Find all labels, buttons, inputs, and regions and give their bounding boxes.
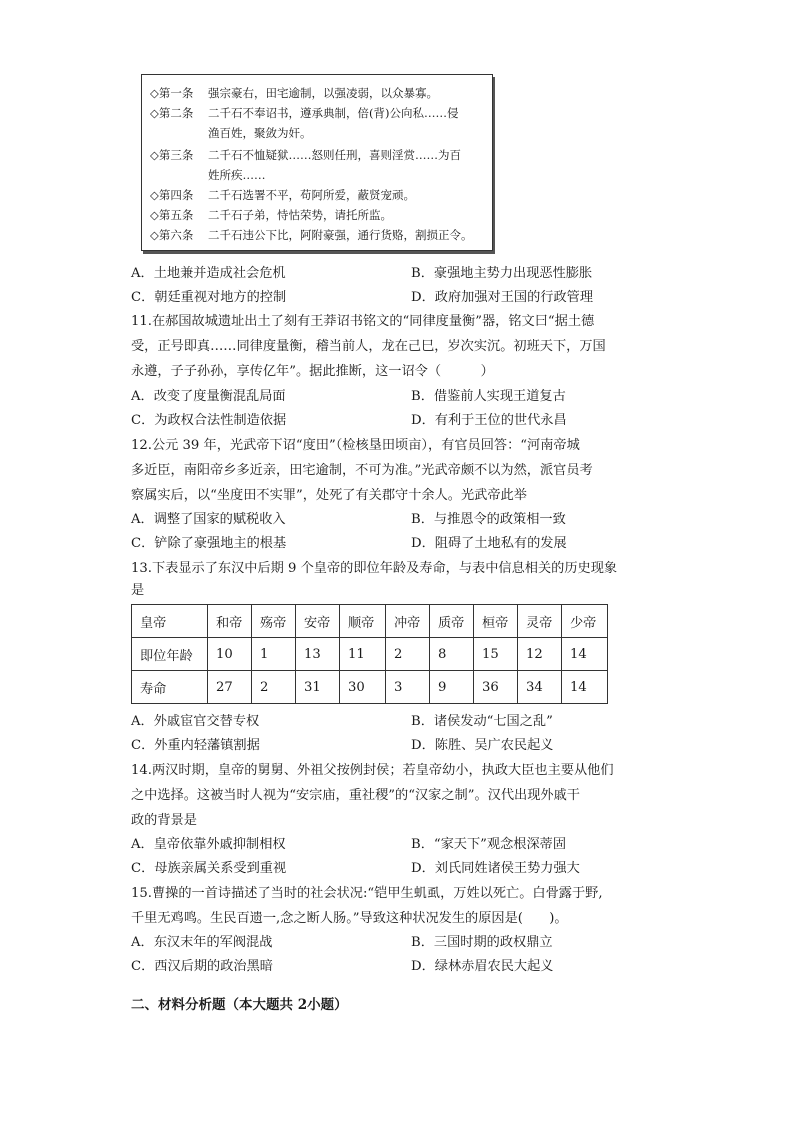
q11-option-a: A．改变了度量衡混乱局面 xyxy=(131,389,286,404)
rule-text: 姓所疾…… xyxy=(208,168,266,182)
rule-row xyxy=(150,225,490,245)
rule-row-continued xyxy=(208,123,548,143)
q13-option-c: C．外重内轻藩镇割据 xyxy=(131,738,260,753)
q10-option-b: B．豪强地主势力出现恶性膨胀 xyxy=(411,266,593,281)
q15-option-c: C．西汉后期的政治黑暗 xyxy=(131,959,273,974)
table-cell: 15 xyxy=(474,638,518,671)
q14-option-d: D．刘氏同姓诸侯王势力强大 xyxy=(411,861,580,876)
table-cell: 寿命 xyxy=(132,671,208,704)
q13-stem-line: 13.下表显示了东汉中后期 9 个皇帝的即位年龄及寿命，与表中信息相关的历史现象 xyxy=(131,561,618,576)
table-cell: 11 xyxy=(340,638,386,671)
table-cell: 3 xyxy=(386,671,430,704)
q13-option-d: D．陈胜、吴广农民起义 xyxy=(411,738,554,753)
table-cell: 安帝 xyxy=(296,605,340,638)
q10-option-c: C．朝廷重视对地方的控制 xyxy=(131,290,287,305)
table-cell: 1 xyxy=(252,638,296,671)
table-cell: 30 xyxy=(340,671,386,704)
table-cell: 桓帝 xyxy=(474,605,518,638)
section-heading: 二、材料分析题（本大题共 2小题） xyxy=(131,997,348,1013)
table-cell: 少帝 xyxy=(562,605,608,638)
rule-tag: ◇第四条 xyxy=(150,188,194,202)
rule-row xyxy=(150,83,490,103)
rule-tag: ◇第二条 xyxy=(150,106,194,120)
table-cell: 皇帝 xyxy=(132,605,208,638)
rule-row xyxy=(150,145,490,165)
q10-option-d: D．政府加强对王国的行政管理 xyxy=(411,290,594,305)
rule-row-continued xyxy=(208,165,548,185)
q11-stem-line: 11.在郝国故城遗址出土了刻有王莽诏书铭文的“同律度量衡”器，铭文曰“据土德 xyxy=(131,314,595,329)
table-cell: 殇帝 xyxy=(252,605,296,638)
q12-option-d: D．阻碍了土地私有的发展 xyxy=(411,536,567,551)
rule-text: 二千石不奉诏书，遵承典制，倍(背)公向私……侵 xyxy=(208,106,459,120)
q13-stem-line: 是 xyxy=(131,583,145,598)
q15-option-b: B．三国时期的政权鼎立 xyxy=(411,935,553,950)
q13-option-b: B．诸侯发动“七国之乱” xyxy=(411,714,553,729)
q14-stem-line: 14.两汉时期，皇帝的舅舅、外祖父按例封侯；若皇帝幼小，执政大臣也主要从他们 xyxy=(131,763,614,778)
q15-stem-line: 15.曹操的一首诗描述了当时的社会状况:“铠甲生虮虱，万姓以死亡。白骨露于野, xyxy=(131,886,603,901)
table-cell: 10 xyxy=(208,638,252,671)
q14-stem-line: 政的背景是 xyxy=(131,813,197,828)
q12-option-b: B．与推恩令的政策相一致 xyxy=(411,512,566,527)
q14-stem-line: 之中选择。这被当时人视为“安宗庙，重社稷”的“汉家之制”。汉代出现外戚干 xyxy=(131,788,580,803)
table-cell: 冲帝 xyxy=(386,605,430,638)
q11-option-b: B．借鉴前人实现王道复古 xyxy=(411,389,566,404)
q14-option-b: B．“家天下”观念根深蒂固 xyxy=(411,837,567,852)
table-cell: 2 xyxy=(252,671,296,704)
table-cell: 顺帝 xyxy=(340,605,386,638)
rule-row xyxy=(150,185,490,205)
rule-text: 二千石选署不平，苟阿所爱，蔽贤宠顽。 xyxy=(208,188,415,202)
q13-option-a: A．外戚宦官交替专权 xyxy=(131,714,260,729)
table-row xyxy=(132,605,608,638)
rule-text: 二千石子弟，恃怙荣势，请托所监。 xyxy=(208,208,392,222)
table-cell: 13 xyxy=(296,638,340,671)
table-cell: 9 xyxy=(430,671,474,704)
table-cell: 14 xyxy=(562,671,608,704)
rules-image xyxy=(141,74,493,251)
q14-option-c: C．母族亲属关系受到重视 xyxy=(131,861,287,876)
rule-tag: ◇第六条 xyxy=(150,228,194,242)
q12-option-a: A．调整了国家的赋税收入 xyxy=(131,512,286,527)
table-cell: 和帝 xyxy=(208,605,252,638)
table-cell: 36 xyxy=(474,671,518,704)
rule-text: 二千石违公下比，阿附豪强，通行货赂，割损正令。 xyxy=(208,228,473,242)
q15-stem-line: 千里无鸡鸣。生民百遗一,念之断人肠。”导致这种状况发生的原因是( )。 xyxy=(131,911,568,926)
q11-option-d: D．有利于王位的世代永昌 xyxy=(411,413,567,428)
table-cell: 8 xyxy=(430,638,474,671)
table-cell: 34 xyxy=(518,671,562,704)
q15-option-a: A．东汉末年的军阀混战 xyxy=(131,935,273,950)
q15-option-d: D．绿林赤眉农民大起义 xyxy=(411,959,554,974)
reign-table xyxy=(131,604,608,704)
q14-option-a: A．皇帝依靠外戚抑制相权 xyxy=(131,837,286,852)
q12-stem-line: 察属实后，以“坐度田不实罪”，处死了有关郡守十余人。光武帝此举 xyxy=(131,488,527,503)
table-cell: 2 xyxy=(386,638,430,671)
rule-text: 二千石不恤疑狱……怒则任刑，喜则淫赏……为百 xyxy=(208,148,461,162)
table-cell: 31 xyxy=(296,671,340,704)
q11-option-c: C．为政权合法性制造依据 xyxy=(131,413,287,428)
rule-tag: ◇第三条 xyxy=(150,148,194,162)
table-cell: 质帝 xyxy=(430,605,474,638)
rule-text: 渔百姓，聚敛为奸。 xyxy=(208,126,312,140)
rule-row xyxy=(150,205,490,225)
table-cell: 12 xyxy=(518,638,562,671)
q12-stem-line: 多近臣，南阳帝乡多近亲，田宅逾制，不可为准。”光武帝颇不以为然，派官员考 xyxy=(131,463,593,478)
table-row xyxy=(132,671,608,704)
table-cell: 14 xyxy=(562,638,608,671)
q10-option-a: A．土地兼并造成社会危机 xyxy=(131,266,286,281)
rule-tag: ◇第一条 xyxy=(150,86,194,100)
table-cell: 灵帝 xyxy=(518,605,562,638)
q11-stem-line: 受，正号即真……同律度量衡，稽当前人，龙在己巳，岁次实沉。初班天下，万国 xyxy=(131,339,606,354)
q12-option-c: C．铲除了豪强地主的根基 xyxy=(131,536,287,551)
table-cell: 27 xyxy=(208,671,252,704)
q11-stem-line: 永遵，子子孙孙，享传亿年”。据此推断，这一诏令（ ） xyxy=(131,364,494,379)
rule-row xyxy=(150,103,490,123)
table-cell: 即位年龄 xyxy=(132,638,208,671)
table-row xyxy=(132,638,608,671)
rule-text: 强宗豪右，田宅逾制，以强凌弱，以众暴寡。 xyxy=(208,86,438,100)
rule-tag: ◇第五条 xyxy=(150,208,194,222)
q12-stem-line: 12.公元 39 年，光武帝下诏“度田”（检核垦田顷亩），有官员回答：“河南帝城 xyxy=(131,438,580,453)
